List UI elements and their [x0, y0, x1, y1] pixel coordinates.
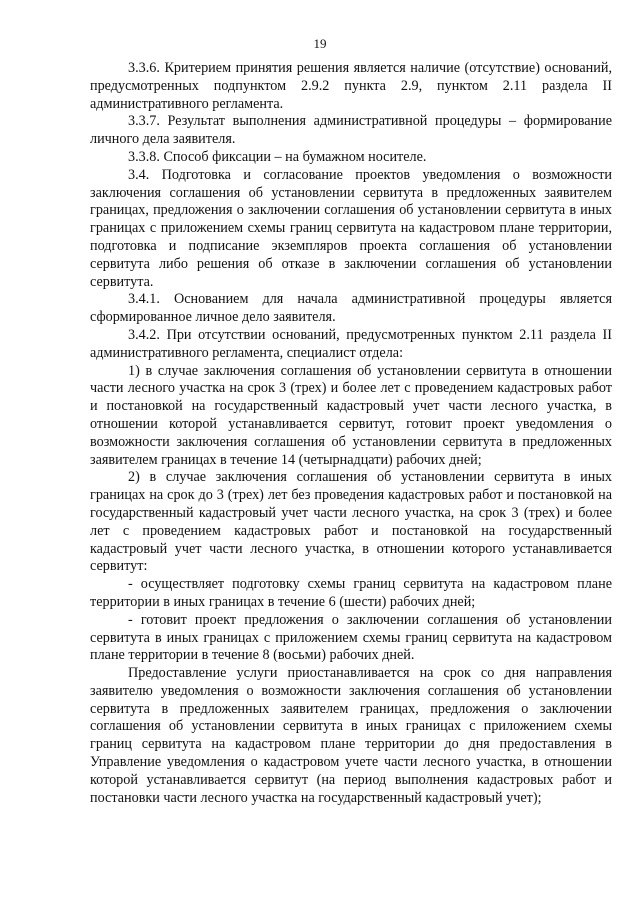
- paragraph-3-4-2: 3.4.2. При отсутствии оснований, предусмотренных пунктом 2.11 раздела II административного регламента, специалист отдела:: [90, 326, 612, 361]
- paragraph-3-3-6: 3.3.6. Критерием принятия решения является наличие (отсутствие) оснований, предусмотренных подпунктом 2.9.2 пункта 2.9, пунктом 2.11 раздела II административного регламента.: [90, 60, 612, 112]
- page-number: 19: [313, 36, 327, 51]
- sub-item-scheme: - осуществляет подготовку схемы границ сервитута на кадастровом плане территории в иных границах в течение 6 (шести) рабочих дней;: [90, 576, 612, 610]
- list-item-2: 2) в случае заключения соглашения об установлении сервитута в иных границах на срок до 3 (трех) лет без проведения кадастровых работ и постановкой на государственный кадастровый учет части лесного участка, на срок 3 (трех) и более лет с проведением кадастровых работ и постановкой на государственный кадастровый учет части лесного участка, в отношении которого устанавливается сервитут:: [90, 469, 612, 575]
- paragraph-3-3-8: 3.3.8. Способ фиксации – на бумажном носителе.: [128, 148, 427, 165]
- document-body: [90, 60, 612, 807]
- paragraph-suspension: Предоставление услуги приостанавливается на срок со дня направления заявителю уведомления о возможности заключения соглашения об установлении сервитута в предложенных заявителем границах, предложения о заключении соглашения об установлении сервитута в иных границах с приложением схемы границ сервитута на кадастровом плане территории до дня предоставления в Управление уведомления о кадастровом учете части лесного участка, в отношении которой устанавливается сервитут (на период выполнения кадастровых работ и постановки части лесного участка на государственный кадастровый учет);: [90, 665, 612, 806]
- paragraph-3-3-7: 3.3.7. Результат выполнения административной процедуры – формирование личного дела заявителя.: [90, 113, 612, 148]
- list-item-1: 1) в случае заключения соглашения об установлении сервитута в отношении части лесного участка на срок 3 (трех) и более лет с проведением кадастровых работ и постановкой на государственный кадастровый учет части лесного участка, в отношении которой устанавливается сервитут, готовит проект уведомления о возможности заключения соглашения об установлении сервитута в предложенных заявителем границах в течение 14 (четырнадцати) рабочих дней;: [90, 362, 612, 468]
- paragraph-3-4-1: 3.4.1. Основанием для начала административной процедуры является сформированное личное дело заявителя.: [90, 291, 612, 326]
- paragraph-3-4: 3.4. Подготовка и согласование проектов уведомления о возможности заключения соглашения об установлении сервитута в предложенных заявителем границах, предложения о заключении соглашения об установлении сервитута в иных границах с приложением схемы границ сервитута на кадастровом плане территории, подготовка и подписание экземпляров проекта соглашения об установлении сервитута либо решения об отказе в заключении соглашения об установлении сервитута.: [90, 166, 612, 290]
- sub-item-proposal: - готовит проект предложения о заключении соглашения об установлении сервитута в иных границах с приложением схемы границ сервитута на кадастровом плане территории в течение 8 (восьми) рабочих дней.: [90, 611, 612, 664]
